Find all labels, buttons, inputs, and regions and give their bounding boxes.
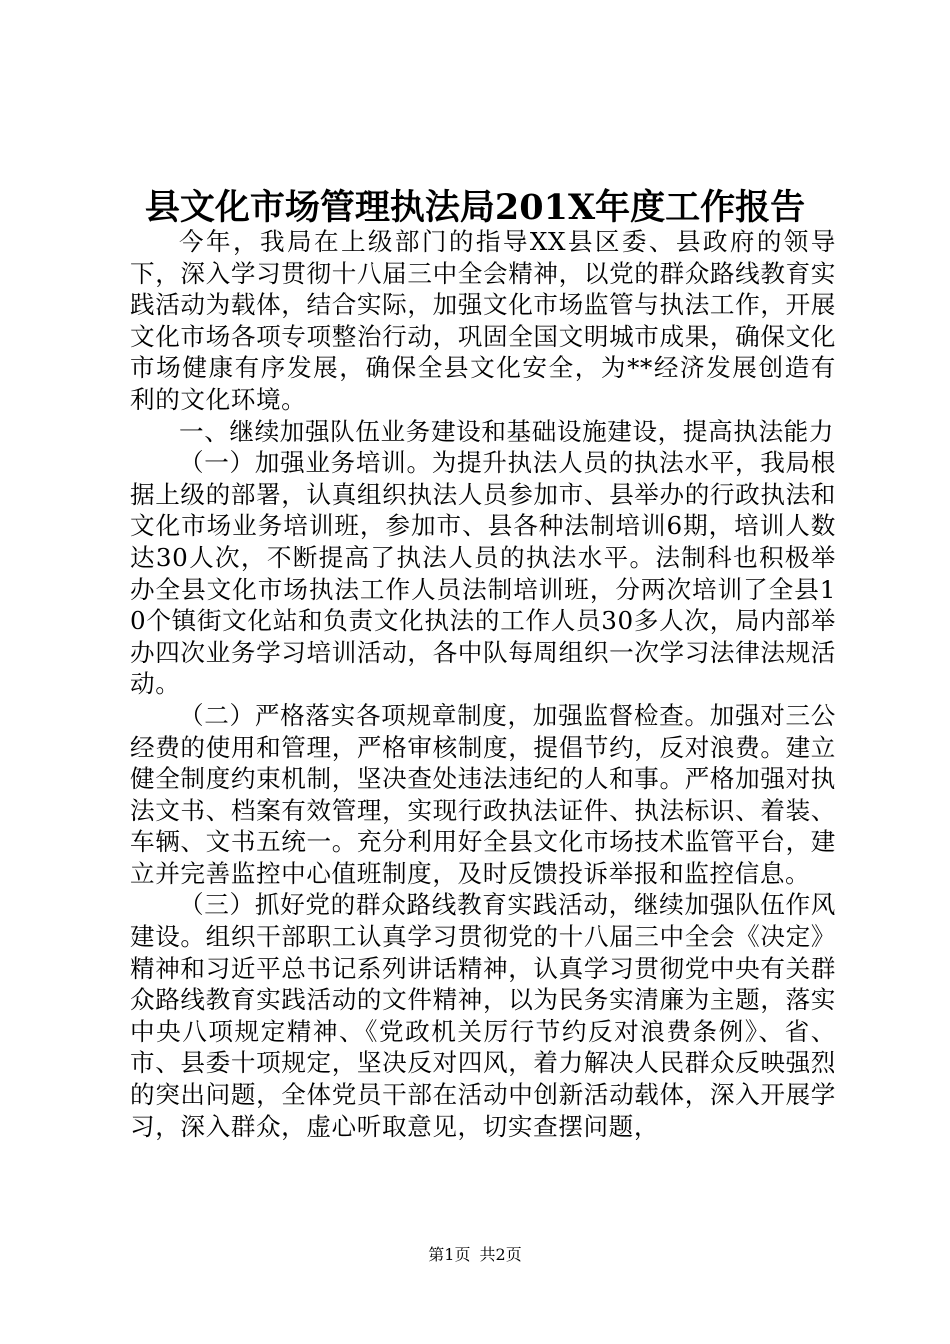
document-body <box>130 226 836 1142</box>
intro-paragraph: 今年，我局在上级部门的指导XX县区委、县政府的领导下，深入学习贯彻十八届三中全会精神，以党的群众路线教育实践活动为载体，结合实际，加强文化市场监管与执法工作，开展文化市场各项专项整治行动，巩固全国文明城市成果，确保文化市场健康有序发展，确保全县文化安全，为**经济发展创造有利的文化环境。 <box>130 227 836 414</box>
subsection-paragraph: （三）抓好党的群众路线教育实践活动，继续加强队伍作风建设。组织干部职工认真学习贯彻党的十八届三中全会《决定》精神和习近平总书记系列讲话精神，认真学习贯彻党中央有关群众路线教育实践活动的文件精神，以为民务实清廉为主题，落实中央八项规定精神、《党政机关厉行节约反对浪费条例》、省、市、县委十项规定，坚决反对四风，着力解决人民群众反映强烈的突出问题，全体党员干部在活动中创新活动载体，深入开展学习，深入群众，虚心听取意见，切实查摆问题， <box>130 890 836 1141</box>
page-footer <box>0 1244 950 1266</box>
subsection-paragraph: （一）加强业务培训。为提升执法人员的执法水平，我局根据上级的部署，认真组织执法人员参加市、县举办的行政执法和文化市场业务培训班，参加市、县各种法制培训6期，培训人数达30人次，不断提高了执法人员的执法水平。法制科也积极举办全县文化市场执法工作人员法制培训班，分两次培训了全县10个镇街文化站和负责文化执法的工作人员30多人次，局内部举办四次业务学习培训活动，各中队每周组织一次学习法律法规活动。 <box>130 448 836 699</box>
page-total: 共2页 <box>479 1245 522 1264</box>
section-heading: 一、继续加强队伍业务建设和基础设施建设，提高执法能力 <box>179 416 835 446</box>
page-number: 第1页 <box>428 1245 471 1264</box>
subsection-paragraph: （二）严格落实各项规章制度，加强监督检查。加强对三公经费的使用和管理，严格审核制度，提倡节约，反对浪费。建立健全制度约束机制，坚决查处违法违纪的人和事。严格加强对执法文书、档案有效管理，实现行政执法证件、执法标识、着装、车辆、文书五统一。充分利用好全县文化市场技术监管平台，建立并完善监控中心值班制度，及时反馈投诉举报和监控信息。 <box>130 700 836 888</box>
document-title: 县文化市场管理执法局201X年度工作报告 <box>144 187 806 228</box>
